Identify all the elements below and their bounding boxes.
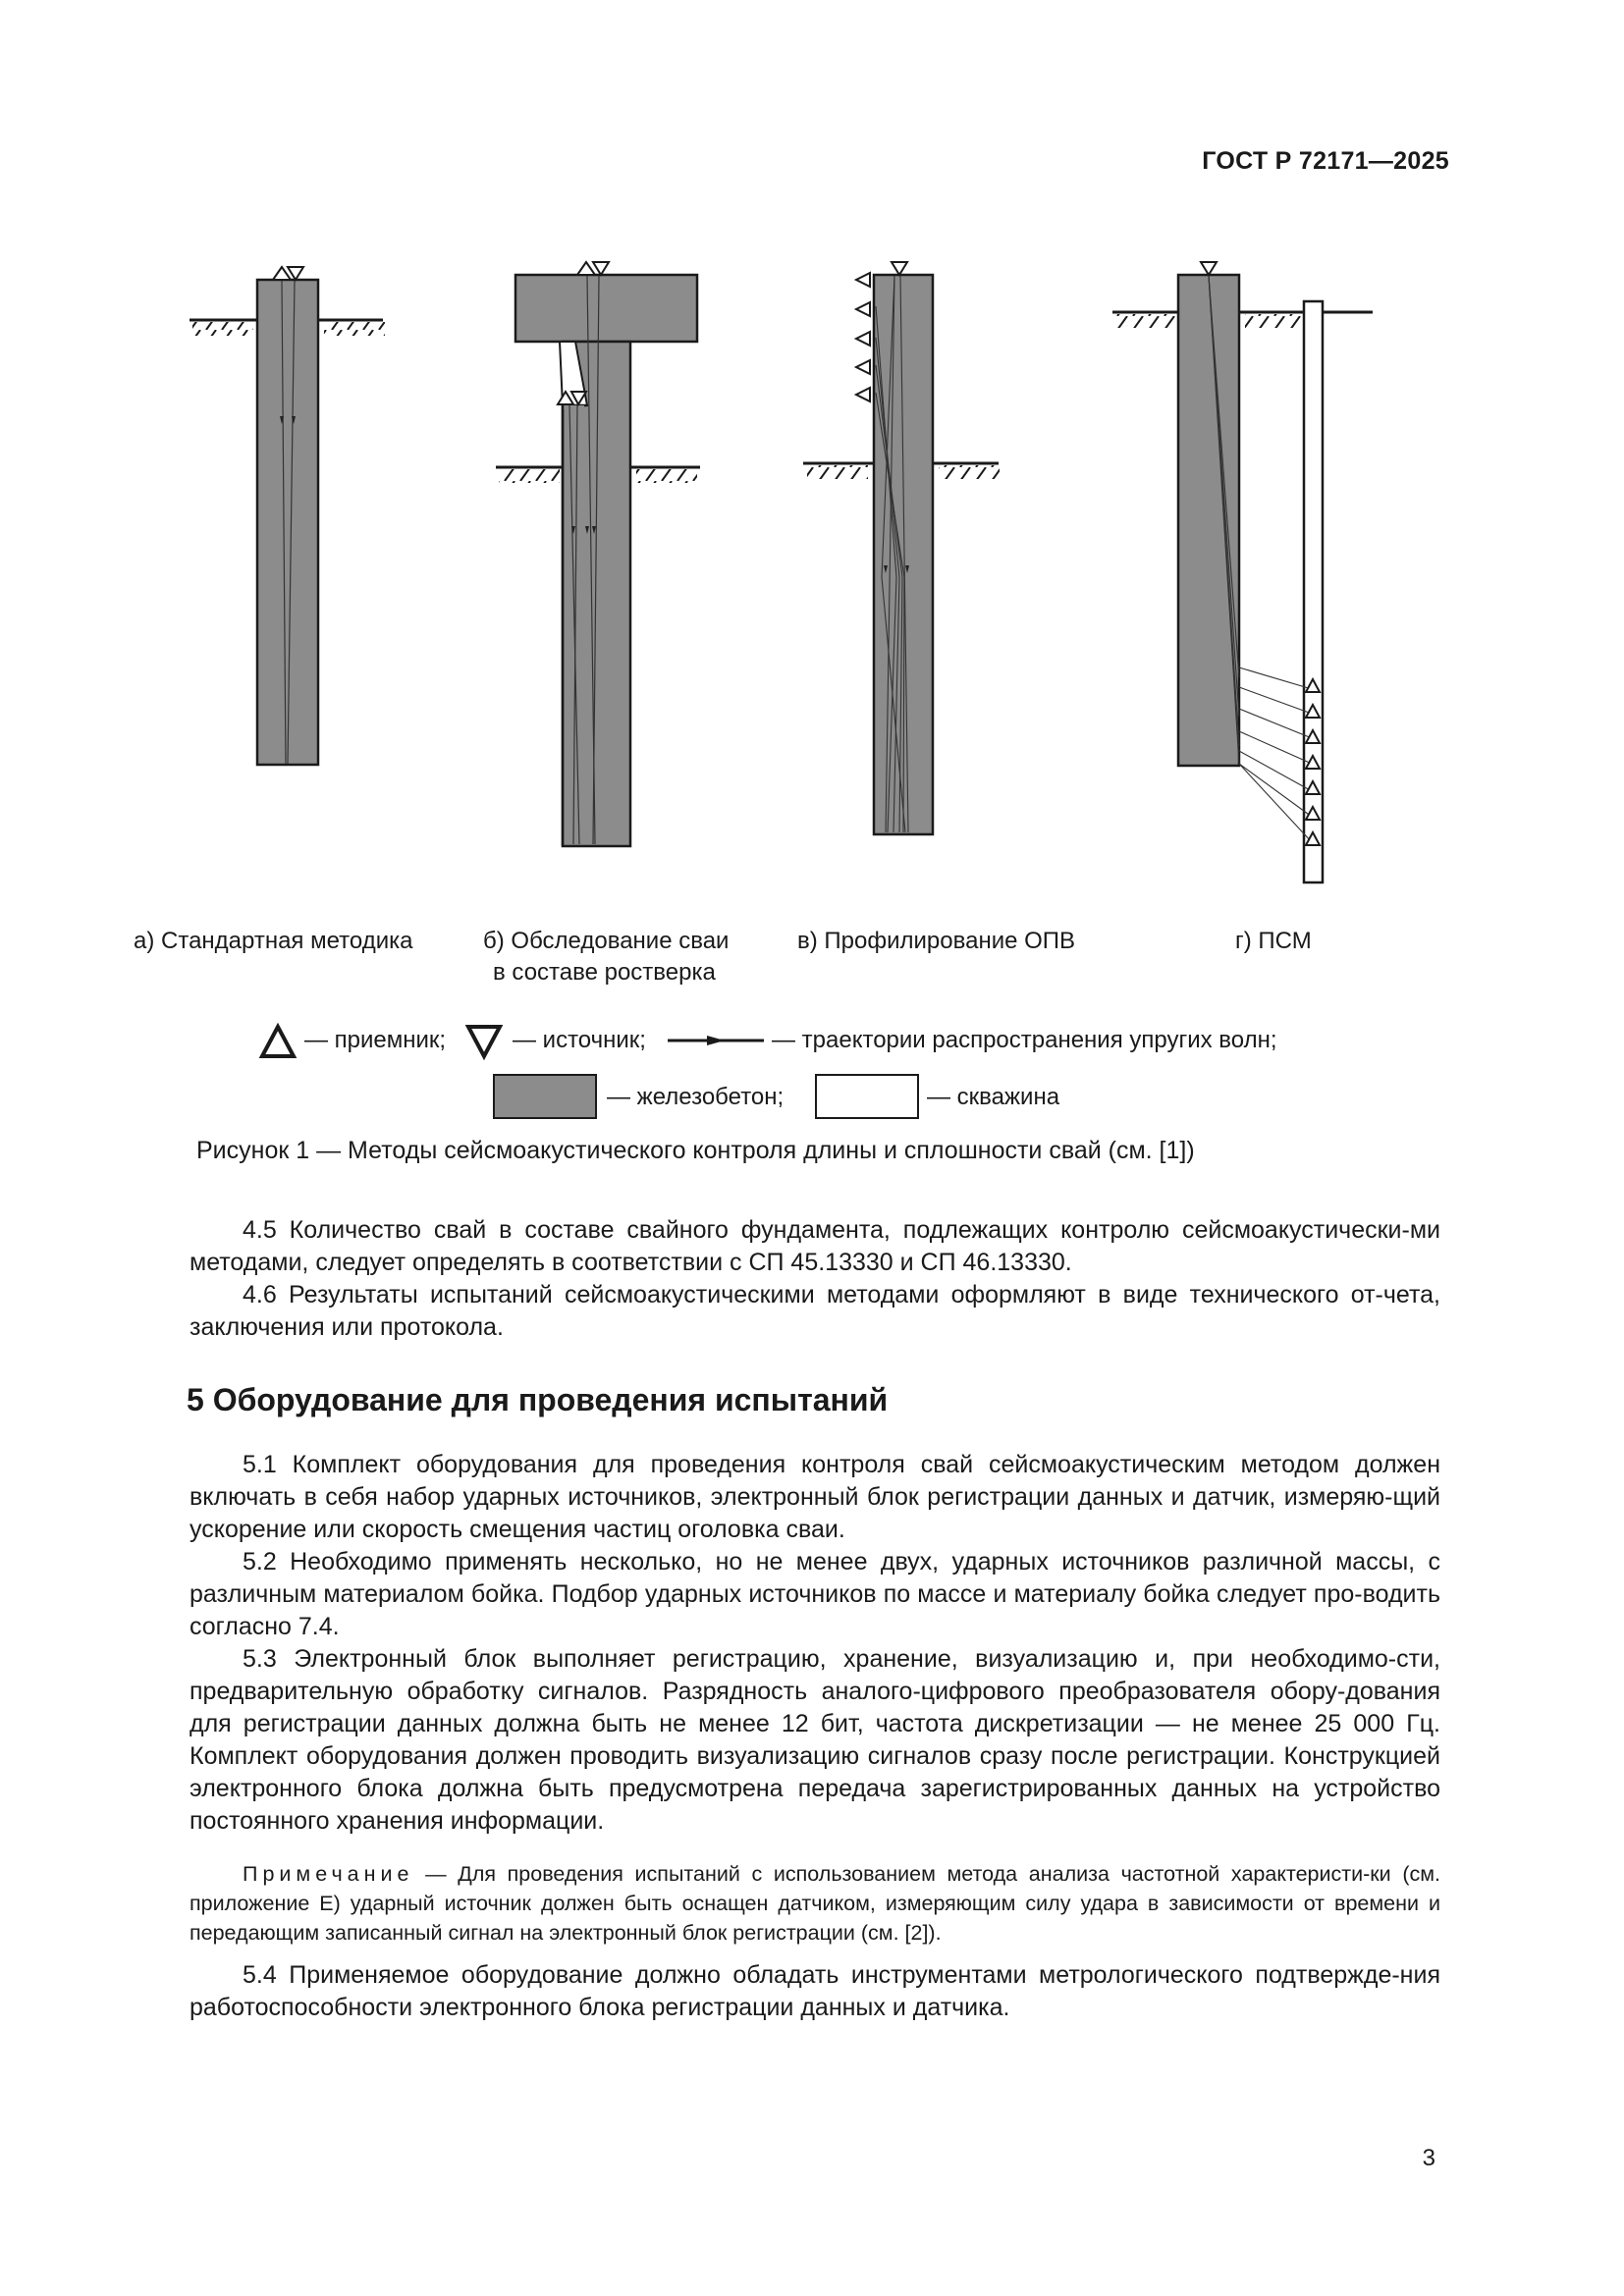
pile bbox=[563, 342, 630, 846]
figure-1-diagram bbox=[0, 0, 1624, 991]
diagram-b-pile-cap bbox=[496, 262, 700, 846]
caption-v: в) Профилирование ОПВ bbox=[797, 928, 1076, 954]
ground-hatch bbox=[1245, 314, 1306, 328]
caption-g: г) ПСМ bbox=[1235, 928, 1312, 954]
source-icon bbox=[892, 262, 907, 275]
wave-trajectory bbox=[1239, 764, 1312, 842]
caption-b-line2: в составе ростверка bbox=[493, 959, 716, 986]
legend-concrete-swatch bbox=[493, 1074, 597, 1119]
pile-cap bbox=[515, 275, 697, 342]
source-icon bbox=[1201, 262, 1217, 275]
section-5-paragraphs bbox=[189, 1449, 1440, 1838]
pile bbox=[1178, 275, 1239, 766]
diagram-g-psm bbox=[1112, 262, 1373, 882]
legend-trajectory-arrow-icon bbox=[666, 1031, 768, 1050]
section-4-paragraphs bbox=[189, 1214, 1440, 1344]
legend-receiver: — приемник; bbox=[304, 1027, 447, 1053]
note-paragraph bbox=[189, 1859, 1440, 1948]
note-block bbox=[189, 1859, 1440, 1948]
page-number: 3 bbox=[1422, 2145, 1435, 2171]
wave-trajectory bbox=[1239, 667, 1312, 689]
receiver-icon bbox=[856, 332, 870, 346]
paragraph-5-4: 5.4 Применяемое оборудование должно обладать инструментами метрологического подтвержде-ния работоспособности электронного блока регистрации данных и датчика. bbox=[189, 1961, 1440, 2021]
ground-hatch bbox=[499, 469, 560, 483]
note-text: — Для проведения испытаний с использованием метода анализа частотной характеристи-ки (см. приложение Е) ударный источник должен быть оснащен датчиком, измеряющим силу удара в зависимости от времени и передающим записанный сигнал на электронный блок регистрации (см. [2]). bbox=[189, 1862, 1440, 1945]
source-icon bbox=[593, 262, 609, 275]
paragraph-5-4-block bbox=[189, 1959, 1440, 2024]
ground-hatch bbox=[192, 322, 253, 336]
pile bbox=[257, 280, 318, 765]
legend-concrete: — железобетон; bbox=[607, 1084, 785, 1110]
caption-a: а) Стандартная методика bbox=[134, 928, 413, 954]
ground-hatch bbox=[1115, 314, 1176, 328]
paragraph-5-1: 5.1 Комплект оборудования для проведения контроля свай сейсмоакустическим методом должен включать в себя набор ударных источников, электронный блок регистрации данных и датчик, измеряю-щий ускорение или скорость смещения частиц оголовка сваи. bbox=[189, 1451, 1440, 1543]
legend-source: — источник; bbox=[513, 1027, 646, 1053]
ground-hatch bbox=[807, 465, 868, 479]
ground-hatch bbox=[324, 322, 385, 336]
legend-borehole-swatch bbox=[815, 1074, 919, 1119]
document-code: ГОСТ Р 72171—2025 bbox=[1202, 147, 1449, 175]
legend-trajectory: — траектории распространения упругих волн; bbox=[772, 1027, 1277, 1053]
legend-receiver-icon bbox=[257, 1021, 298, 1062]
receiver-icon bbox=[577, 262, 595, 275]
paragraph-5-3: 5.3 Электронный блок выполняет регистрацию, хранение, визуализацию и, при необходимо-сти, предварительную обработку сигналов. Разрядность аналого-цифрового преобразователя обору-дования для регистрации данных должна быть не менее 12 бит, частота дискретизации — не менее 25 000 Гц. Комплект оборудования должен проводить визуализацию сигналов сразу после регистрации. Конструкцией электронного блока должна быть предусмотрена передача зарегистрированных данных на устройство постоянного хранения информации. bbox=[189, 1645, 1440, 1835]
wave-trajectory bbox=[1239, 709, 1312, 738]
ground-hatch bbox=[636, 469, 697, 483]
wave-trajectory bbox=[1239, 731, 1312, 764]
paragraph-5-2: 5.2 Необходимо применять несколько, но не менее двух, ударных источников различной массы, с различным материалом бойка. Подбор ударных источников по массе и материалу бойка следует про-водить согласно 7.4. bbox=[189, 1548, 1440, 1640]
ground-hatch bbox=[939, 465, 1000, 479]
caption-b-line1: б) Обследование сваи bbox=[483, 928, 730, 954]
receiver-icon bbox=[856, 388, 870, 401]
figure-title: Рисунок 1 — Методы сейсмоакустического контроля длины и сплошности свай (см. [1]) bbox=[196, 1137, 1195, 1164]
legend-source-icon bbox=[463, 1021, 505, 1062]
paragraph-4-6: 4.6 Результаты испытаний сейсмоакустическими методами оформляют в виде технического от-чета, заключения или протокола. bbox=[189, 1281, 1440, 1341]
paragraph-4-5: 4.5 Количество свай в составе свайного фундамента, подлежащих контролю сейсмоакустически-ми методами, следует определять в соответствии с СП 45.13330 и СП 46.13330. bbox=[189, 1216, 1440, 1276]
wave-trajectory bbox=[1239, 687, 1312, 714]
diagram-v-profiling bbox=[803, 262, 1000, 834]
diagram-a-standard bbox=[189, 267, 385, 765]
note-label: Примечание bbox=[243, 1862, 414, 1886]
receiver-icon bbox=[856, 360, 870, 374]
section-5-heading: 5 Оборудование для проведения испытаний bbox=[187, 1382, 889, 1417]
borehole bbox=[1304, 301, 1323, 882]
receiver-icon bbox=[856, 273, 870, 287]
receiver-icon bbox=[856, 302, 870, 316]
legend-borehole: — скважина bbox=[927, 1084, 1060, 1110]
